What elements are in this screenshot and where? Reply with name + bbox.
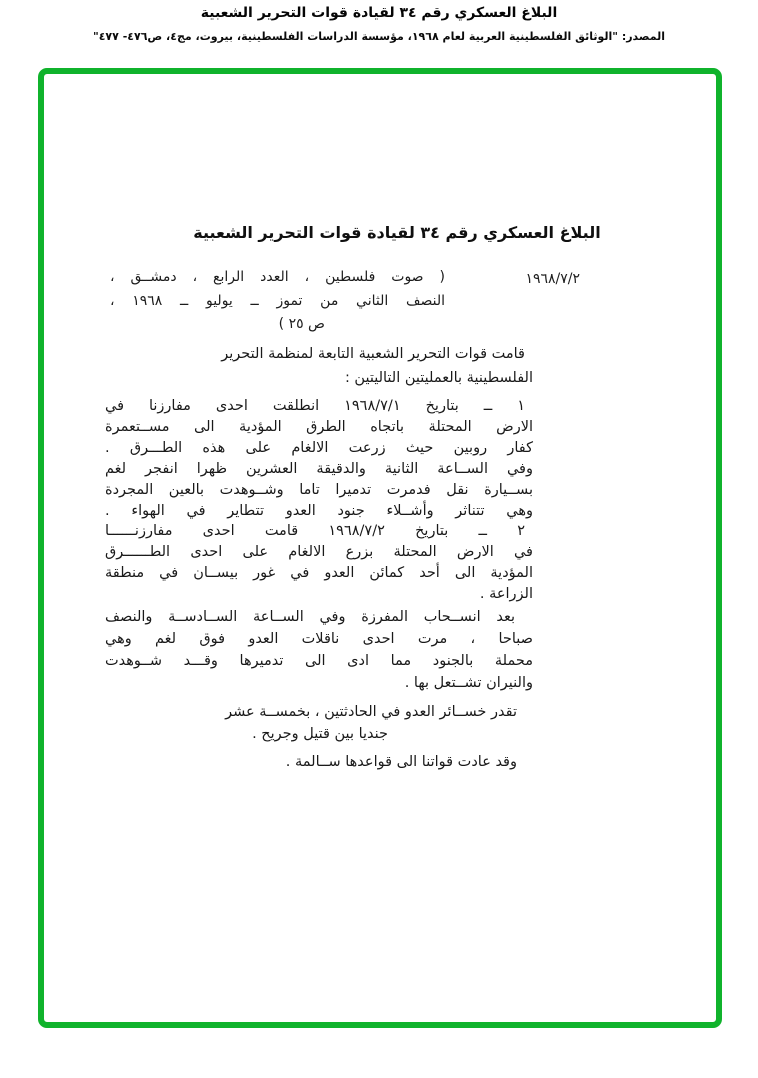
text-line: الارض المحتلة باتجاه الطرق المؤدية الى مســتعمرة	[105, 419, 533, 435]
text-line: بســيارة نقل فدمرت تدميرا تاما وشــوهدت بالعين المجردة	[105, 482, 533, 498]
page-header-source: المصدر: "الوثائق الفلسطينية العربية لعام ١٩٦٨، مؤسسة الدراسات الفلسطينية، بيروت، مج٤، ص٤٧٦- ٤٧٧"	[92, 30, 666, 43]
paragraph-return	[105, 751, 533, 773]
text-line: قامت قوات التحرير الشعبية التابعة لمنظمة التحرير	[221, 346, 525, 362]
paragraph-operation-1	[105, 396, 533, 522]
text-line: المؤدية الى أحد كمائن العدو في غور بيســان في منطقة	[105, 565, 533, 581]
text-line: ( صوت فلسطين ، العدد الرابع ، دمشــق ،	[110, 269, 445, 285]
text-line: كفار روبين حيث زرعت الالغام على هذه الطـــرق .	[105, 440, 533, 456]
paragraph-intro	[105, 342, 533, 390]
page-header-title: البلاغ العسكري رقم ٣٤ لقيادة قوات التحرير الشعبية	[200, 5, 558, 21]
text-line: صباحا ، مرت احدى ناقلات العدو فوق لغم وهي	[105, 631, 533, 647]
paragraph-operation-2	[105, 521, 533, 605]
text-line: وهي تتناثر وأشــلاء جنود العدو تتطاير في الهواء .	[105, 503, 533, 519]
text-line: وفي الســاعة الثانية والدقيقة العشرين ظهرا انفجر لغم	[105, 461, 533, 477]
text-line: والنيران تشــتعل بها .	[404, 675, 533, 691]
paragraph-aftermath	[105, 606, 533, 694]
text-line: النصف الثاني من تموز ــ يوليو ــ ١٩٦٨ ،	[110, 292, 446, 309]
text-line: تقدر خســائر العدو في الحادثتين ، بخمســة عشر	[225, 704, 517, 720]
paragraph-casualties	[105, 701, 533, 745]
text-line: الزراعة .	[479, 586, 533, 602]
text-line: ص ٢٥ )	[278, 316, 325, 332]
text-line: ١ ــ بتاريخ ١٩٦٨/٧/١ انطلقت احدى مفارزنا في	[105, 398, 525, 414]
text-line: ٢ ــ بتاريخ ١٩٦٨/٧/٢ قامت احدى مفارزنــــــا	[105, 523, 525, 539]
text-line: في الارض المحتلة بزرع الالغام على احدى الطــــــرق	[105, 544, 533, 560]
communique-body	[44, 74, 716, 1022]
document-frame	[38, 68, 722, 1028]
communique-title: البلاغ العسكري رقم ٣٤ لقيادة قوات التحرير الشعبية	[193, 223, 601, 242]
text-line: جنديا بين قتيل وجريح .	[252, 726, 388, 742]
text-line: وقد عادت قواتنا الى قواعدها ســالمة .	[285, 754, 517, 770]
text-line: بعد انســحاب المفرزة وفي الســاعة الســادســة والنصف	[105, 609, 515, 625]
communique-date: ١٩٦٨/٧/٢	[525, 271, 580, 287]
text-line: الفلسطينية بالعمليتين التاليتين :	[344, 370, 533, 386]
text-line: محملة بالجنود مما ادى الى تدميرها وقـــد شــوهدت	[105, 653, 533, 669]
